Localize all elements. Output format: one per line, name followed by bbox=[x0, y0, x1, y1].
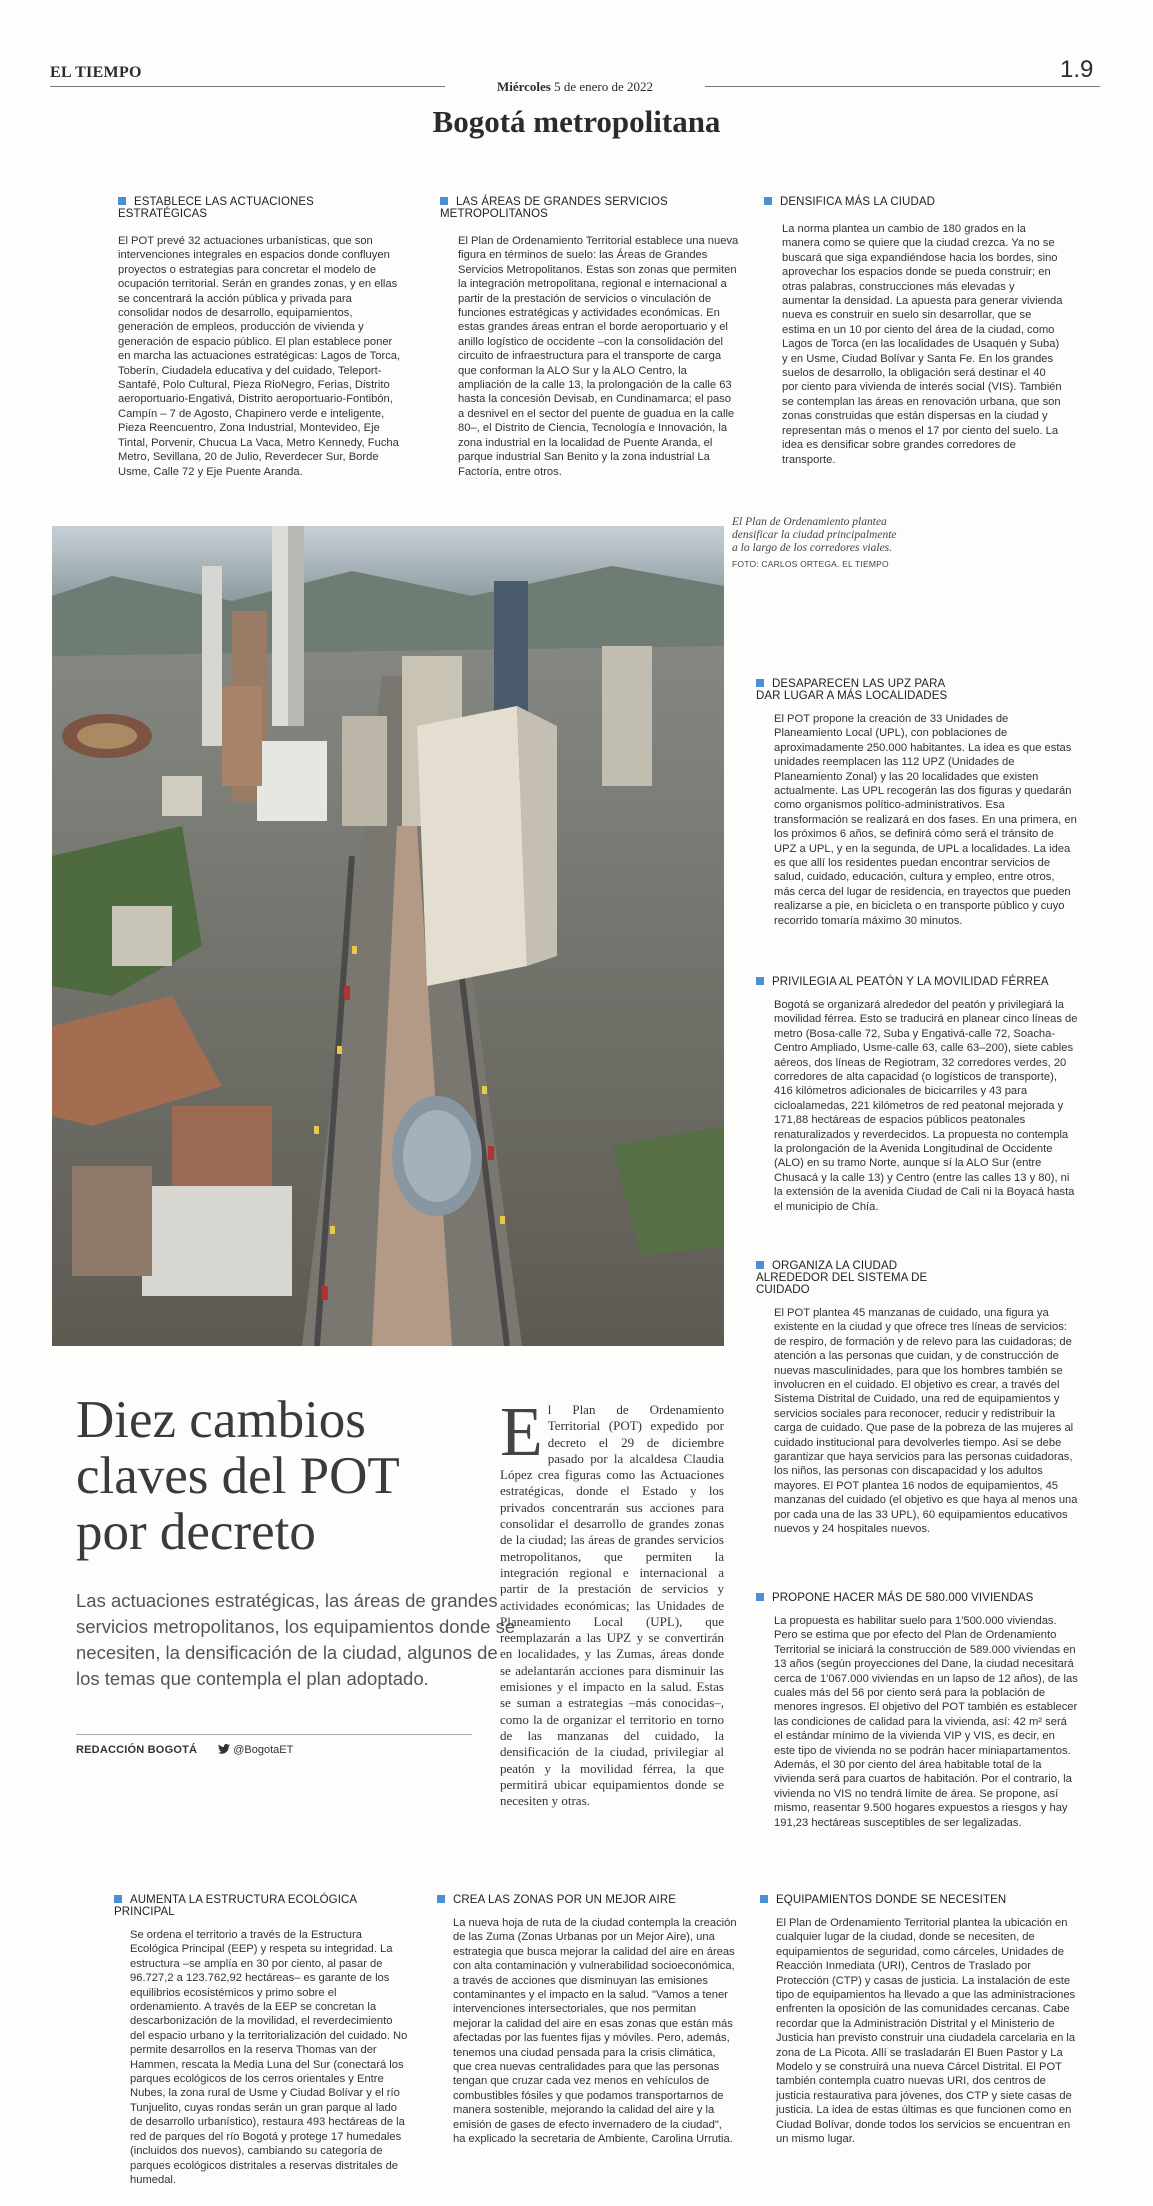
square-bullet-icon bbox=[114, 1895, 122, 1903]
section-body: La nueva hoja de ruta de la ciudad contempla la creación de las Zuma (Zonas Urbanas por un Mejor Aire), una estrategia que busca mejorar la calidad del aire en áreas con alta contaminación y vulnerabilidad socioeconómica, a través de acciones que disminuyan las emisiones contaminantes y el impacto en la salud. "Vamos a tener intervenciones intersectoriales, que nos permitan mejorar la calidad del aire en esas zonas que están más afectadas por las fuentes fijas y móviles. Pero, además, tenemos una ciudad pensada para la crisis climática, que crea nuevas centralidades para que las personas tengan que cruzar cada vez menos en vehículos de combustibles fósiles y que podamos transportarnos de manera sostenible, mejorando la calidad del aire y la emisión de gases de efecto invernadero de la ciudad", ha explicado la secretaria de Ambiente, Carolina Urrutia. bbox=[453, 1917, 737, 2146]
section-body: El POT prevé 32 actuaciones urbanísticas, que son intervenciones integrales en espacios donde confluyen proyectos o estrategias para concretar el modelo de ocupación territorial. Serán en grandes zonas, y en ellas se concentrará la acción pública y privada para consolidar nodos de desarrollo, equipamientos, generación de empleos, producción de vivienda y generación de espacio público. El plan establece poner en marcha las actuaciones estratégicas: Lagos de Torca, Toberín, Ciudadela educativa y del cuidado, Teleport-Santafé, Polo Cultural, Pieza RioNegro, Ferias, Distrito aeroportuario-Engativá, Distrito aeroportuario-Fontibón, Campín – 7 de Agosto, Chapinero verde e inteligente, Pieza Reencuentro, Zona Industrial, Montevideo, Eje Tintal, Porvenir, Chucua La Vaca, Metro Kennedy, Fucha Metro, Sevillana, 20 de Julio, Reverdecer Sur, Borde Usme, Calle 72 y Eje Puente Aranda. bbox=[118, 235, 401, 478]
square-bullet-icon bbox=[764, 197, 772, 205]
section-heading: AUMENTA LA ESTRUCTURA ECOLÓGICA PRINCIPAL bbox=[114, 1894, 357, 1918]
date-day: Miércoles bbox=[496, 79, 551, 94]
square-bullet-icon bbox=[756, 977, 764, 985]
main-story-body bbox=[500, 1394, 724, 1809]
section-actuaciones bbox=[118, 196, 403, 479]
section-heading: ORGANIZA LA CIUDAD ALREDEDOR DEL SISTEMA DE CUIDADO bbox=[756, 1260, 928, 1296]
photo-caption bbox=[732, 516, 902, 571]
header-rule-left bbox=[50, 86, 445, 87]
section-peaton bbox=[756, 976, 1078, 1214]
section-heading: LAS ÁREAS DE GRANDES SERVICIOS METROPOLITANOS bbox=[440, 196, 668, 220]
section-viviendas bbox=[756, 1592, 1078, 1830]
twitter-bird-icon bbox=[218, 1744, 230, 1754]
story-text: l Plan de Ordenamiento Territorial (POT) expedido por decreto el 29 de diciembre pasado por la alcaldesa Claudia López crea figuras como las Actuaciones estratégicas, donde el Estado y los privados concentrarán sus acciones para consolidar el desarrollo de grandes zonas de la ciudad; las áreas de grandes servicios metropolitanos, que permiten la integración regional e internacional a partir de la prestación de servicios y actividades económicas; las Unidades de Planeamiento Local (UPL), que reemplazarán a las UPZ y se convertirán en localidades, y las Zumas, áreas donde se adelantarán acciones para disminuir las emisiones y el impacto en la salud. Estas se suman a estrategias –más conocidas–, como la de organizar el territorio en torno de las manzanas del cuidado, la densificación de la ciudad, privilegiar al peatón y la movilidad férrea, la que permitirá ubicar equipamientos donde se necesiten y otras. bbox=[500, 1402, 724, 1809]
section-heading: DENSIFICA MÁS LA CIUDAD bbox=[764, 196, 1064, 208]
section-heading: PROPONE HACER MÁS DE 580.000 VIVIENDAS bbox=[756, 1592, 1078, 1604]
square-bullet-icon bbox=[756, 1593, 764, 1601]
byline bbox=[76, 1744, 472, 1756]
section-body: El Plan de Ordenamiento Territorial plantea la ubicación en cualquier lugar de la ciudad, donde se necesiten, de equipamientos de seguridad, como cárceles, Unidades de Reacción Inmediata (URI), Centros de Traslado por Protección (CTP) y casas de justicia. La instalación de este tipo de equipamientos ha llevado a que las administraciones enfrenten la oposición de las comunidades cercanas. Cabe recordar que la Administración Distrital y el Ministerio de Justicia han previsto construir una ciudadela carcelaria en la zona de La Picota. Allí se trasladarán El Buen Pastor y La Modelo y se construirá una nueva Cárcel Distrital. El POT también contempla cuatro nuevas URI, dos centros de justicia restaurativa para jóvenes, dos CTP y siete casas de justicia. La idea de estas últimas es que funcionen como en Ciudad Bolívar, donde todos los servicios se encuentran en un mismo lugar. bbox=[776, 1917, 1076, 2146]
dateline bbox=[420, 79, 730, 95]
section-body: Bogotá se organizará alrededor del peatón y privilegiará la movilidad férrea. Esto se traducirá en planear cinco líneas de metro (Bosa-calle 72, Suba y Engativá-calle 72, Soacha-Centro Ampliado, Usme-calle 63, calle 63–200), siete cables aéreos, dos líneas de Regiotram, 32 corredores verdes, 20 corredores de alta capacidad (o logísticos de transporte), 416 kilómetros adicionales de bicicarriles y 43 para cicloalamedas, 221 kilómetros de red peatonal mejorada y 171,88 hectáreas de espacios públicos peatonales renaturalizados y reverdecidos. La propuesta no contempla la prolongación de la Avenida Longitudinal de Occidente (ALO) en su tramo Norte, aunque sí la ALO Sur (entre Chusacá y la calle 13) y Centro (entre las calles 13 y 80), ni la extensión de la avenida Ciudad de Cali ni la Boyacá hasta el municipio de Chía. bbox=[774, 999, 1078, 1213]
main-deck: Las actuaciones estratégicas, las áreas de grandes servicios metropolitanos, los equipamientos donde se necesiten, la densificación de la ciudad, algunos de los temas que contempla el plan adoptado. bbox=[76, 1590, 516, 1689]
date-rest: 5 de enero de 2022 bbox=[550, 79, 654, 94]
section-heading: EQUIPAMIENTOS DONDE SE NECESITEN bbox=[760, 1894, 1076, 1906]
section-cuidado bbox=[756, 1260, 1078, 1537]
drop-cap: E bbox=[500, 1394, 543, 1471]
main-headline: Diez cambios claves del POT por decreto bbox=[76, 1391, 399, 1561]
section-body: El POT propone la creación de 33 Unidades de Planeamiento Local (UPL), con poblaciones de aproximadamente 250.000 habitantes. La idea es que estas unidades reemplacen las 112 UPZ (Unidades de Planeamiento Zonal) y las 20 localidades que existen actualmente. Las UPL recogerán las dos figuras y quedarán como organismos político-administrativos. Esa transformación se realizará en dos fases. En una primera, en los próximos 6 años, se definirá cómo será el tránsito de UPZ a UPL, y en la segunda, de UPL a localidades. La idea es que allí los residentes puedan encontrar servicios de salud, cuidado, educación, cultura y empleo, entre otros, más cerca del lugar de residencia, en trayectos que pueden realizarse a pie, en bicicleta o en transporte público y cuyo recorrido tomaría máximo 30 minutos. bbox=[774, 713, 1077, 927]
section-heading: ESTABLECE LAS ACTUACIONES ESTRATÉGICAS bbox=[118, 196, 314, 220]
header-rule-right bbox=[705, 86, 1100, 87]
section-upz bbox=[756, 678, 1078, 928]
city-aerial-photo bbox=[52, 526, 724, 1346]
section-body: La norma plantea un cambio de 180 grados en la manera como se quiere que la ciudad crezca. Ya no se buscará que siga expandiéndose hacia los bordes, sino aprovechar los espacios donde se pueda construir; en otras palabras, construcciones más elevadas y aumentar la densidad. La apuesta para generar vivienda nueva es construir en suelo sin desarrollar, que se estima en un 10 por ciento del área de la ciudad, como Lagos de Torca (en las localidades de Usaquén y Suba) y en Usme, Ciudad Bolívar y Santa Fe. En los grandes suelos de desarrollo, la obligación será destinar el 40 por ciento para vivienda de interés social (VIS). También se contemplan las áreas en renovación urbana, que son zonas construidas que están dispersas en la ciudad y representan más o menos el 17 por ciento del suelo. La idea es densificar sobre grandes corredores de transporte. bbox=[782, 223, 1063, 466]
caption-text: El Plan de Ordenamiento plantea densificar la ciudad principalmente a lo largo de los corredores viales. bbox=[732, 516, 897, 554]
section-equipamientos bbox=[760, 1894, 1076, 2147]
square-bullet-icon bbox=[756, 1261, 764, 1269]
twitter-handle: @BogotaET bbox=[218, 1744, 293, 1756]
masthead: EL TIEMPO bbox=[50, 64, 142, 81]
section-heading: PRIVILEGIA AL PEATÓN Y LA MOVILIDAD FÉRREA bbox=[756, 976, 1078, 988]
section-body: El Plan de Ordenamiento Territorial establece una nueva figura en términos de suelo: las Áreas de Grandes Servicios Metropolitanos. Estas son zonas que permiten la integración metropolitana, regional e internacional a partir de la prestación de servicios o vinculación de funciones estratégicas y actividades económicas. En estas grandes áreas entran el borde aeroportuario y el anillo logístico de occidente –con la consolidación del circuito de infraestructura para el transporte de carga que conforman la ALO Sur y la ALO Centro, la ampliación de la calle 13, la prolongación de la calle 63 hasta la concesión Devisab, en Cundinamarca; el paso a desnivel en el sector del puente de guadua en la calle 80–, el Distrito de Ciencia, Tecnología e Innovación, la zona industrial en la localidad de Puente Aranda, el parque industrial San Benito y la zona industrial La Factoría, entre otros. bbox=[458, 235, 739, 478]
photo-credit: FOTO: CARLOS ORTEGA. EL TIEMPO bbox=[732, 559, 889, 569]
section-zonas-aire bbox=[437, 1894, 737, 2147]
square-bullet-icon bbox=[118, 197, 126, 205]
byline-rule bbox=[76, 1734, 472, 1735]
square-bullet-icon bbox=[756, 679, 764, 687]
section-body: El POT plantea 45 manzanas de cuidado, una figura ya existente en la ciudad y que ofrece tres líneas de servicios: de respiro, de formación y de relevo para las cuidadoras; de atención a las personas que cuidan, y de construcción de nuevas masculinidades, para que los hombres también se involucren en el cuidado. El objetivo es crear, a través del Sistema Distrital de Cuidado, una red de equipamientos y servicios sociales para reconocer, reducir y redistribuir la carga de cuidado. Que pase de la pobreza de las mujeres al cuidado institucional para devolverles tiempo. Así se debe garantizar que haya servicios para las personas cuidadoras, los niños, las personas con discapacidad y los adultos mayores. El POT plantea 16 nodos de equipamientos, 45 manzanas del cuidado (el objetivo es que haya al menos una por cada una de las 33 UPL), 60 equipamientos educativos nuevos y 24 hospitales nuevos. bbox=[774, 1307, 1078, 1536]
section-areas-metropolitanas bbox=[440, 196, 740, 479]
byline-name: REDACCIÓN BOGOTÁ bbox=[76, 1744, 198, 1756]
square-bullet-icon bbox=[760, 1895, 768, 1903]
square-bullet-icon bbox=[440, 197, 448, 205]
section-estructura-ecologica bbox=[114, 1894, 410, 2187]
section-body: La propuesta es habilitar suelo para 1'500.000 viviendas. Pero se estima que por efecto del Plan de Ordenamiento Territorial se iniciará la construcción de 589.000 viviendas en 13 años (según proyecciones del Dane, la ciudad necesitará cerca de 1'067.000 viviendas en un lapso de 12 años), de las cuales más del 56 por ciento será para la población de menores ingresos. El objetivo del POT también es establecer las condiciones de calidad para la vivienda, así: 42 m² será el estándar mínimo de la vivienda VIP y VIS, es decir, en este tipo de vivienda no se podrán hacer miniapartamentos. Además, el 30 por ciento del área habitable total de la vivienda será para cuartos de habitación. Por el contrario, la vivienda no VIS no tendrá límite de área. Se propone, así mismo, reasentar 9.500 hogares expuestos a riesgos y hay 191,23 hectáreas susceptibles de ser legalizadas. bbox=[774, 1615, 1078, 1829]
page-number: 1.9 bbox=[1060, 56, 1094, 83]
section-title: Bogotá metropolitana bbox=[432, 104, 721, 139]
section-heading: CREA LAS ZONAS POR UN MEJOR AIRE bbox=[437, 1894, 737, 1906]
section-body: Se ordena el territorio a través de la Estructura Ecológica Principal (EEP) y respeta su integridad. La estructura –se amplía en 30 por ciento, al pasar de 96.727,2 a 123.762,92 hectáreas– es garante de los equilibrios ecosistémicos y primo sobre el ordenamiento. A través de la EEP se concretan la descarbonización de la movilidad, el reverdecimiento del espacio urbano y la territorialización del cuidado. No permite desarrollos en la reserva Thomas van der Hammen, rescata la Media Luna del Sur (conectará los parques ecológicos de los cerros orientales y Entre Nubes, la zona rural de Usme y Ciudad Bolívar y el río Tunjuelito, cuyas rondas serán un gran parque al lado de desarrollo urbanístico), restaura 493 hectáreas de la red de parques del río Bogotá y protege 17 humedales (incluidos dos nuevos), cambiando su categoría de parques ecológicos distritales a reservas distritales de humedal. bbox=[130, 1929, 408, 2186]
section-densifica bbox=[764, 196, 1064, 467]
square-bullet-icon bbox=[437, 1895, 445, 1903]
section-heading: DESAPARECEN LAS UPZ PARA DAR LUGAR A MÁS LOCALIDADES bbox=[756, 678, 948, 702]
